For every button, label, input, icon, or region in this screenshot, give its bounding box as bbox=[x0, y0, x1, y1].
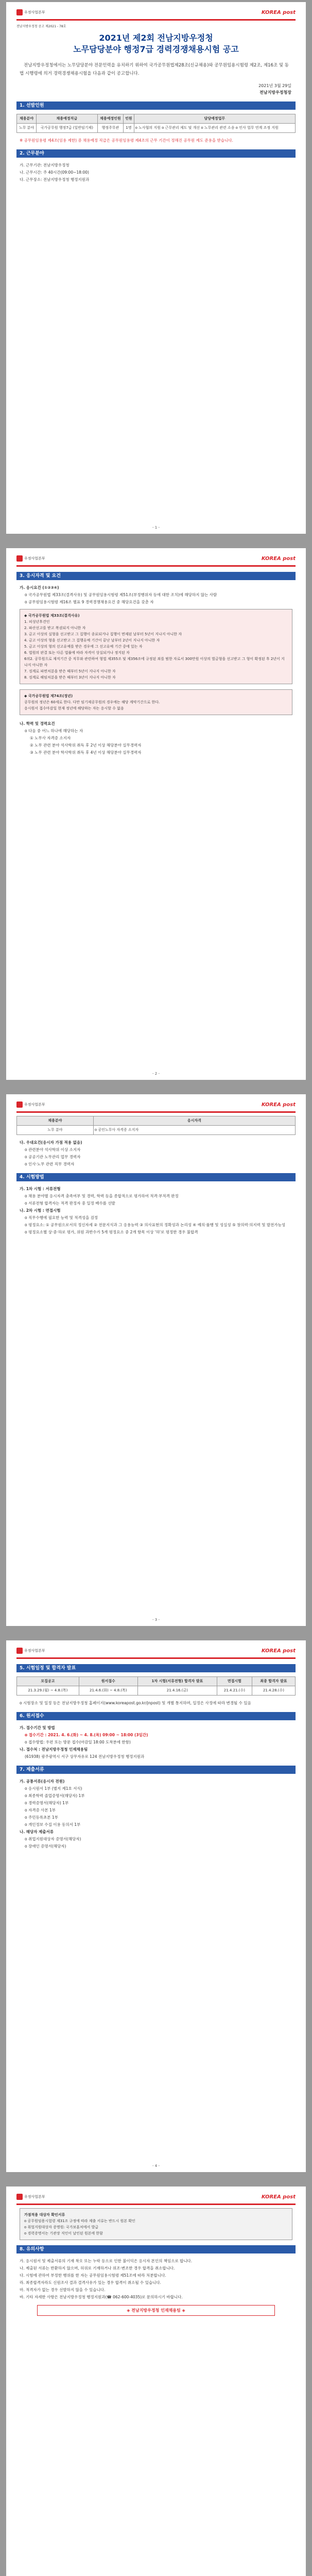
table-row: 21.3.29.(월) ~ 4.8.(목) 21.4.6.(화) ~ 4.8.(목) 21.4.16.(금) 21.4.21.(수) 21.4.28.(수) bbox=[17, 1686, 296, 1696]
page-header bbox=[16, 7, 296, 18]
header-rule bbox=[16, 19, 296, 21]
page-number: - 3 - bbox=[152, 1618, 160, 1622]
notice-number: 전남지방우정청 공고 제2021 - 78호 bbox=[16, 25, 66, 28]
list-item: o 공무원임용시험령 제16조 별표 9 경력경쟁채용요건 중 해당요건을 갖춘 자 bbox=[25, 600, 154, 604]
section-heading: 2. 근무분야 bbox=[16, 149, 296, 158]
list-item: 가. 근무기관: 전남지방우정청 bbox=[20, 163, 70, 167]
post-logo-icon bbox=[16, 1101, 23, 1108]
post-logo-icon bbox=[16, 555, 23, 562]
section-heading: 4. 시험방법 bbox=[16, 1173, 296, 1181]
table-schedule: 모집공고 원서접수 1차 시험(서류전형) 합격자 발표 면접시험 최종 합격자 발표 21.3.29.(월) ~ 4.8.(목) 21.4.6.(화) ~ 4.8.(목) 21.4.16.(금) 21.4.21.(수) 21.4.28.(수) bbox=[16, 1676, 296, 1696]
section-heading: 8. 유의사항 bbox=[16, 2245, 296, 2253]
intro-text: 전남지방우정청에서는 노무담당분야 전문인력을 유치하기 위하여 국가공무원법제28조(신규채용)와 공무원임용시험령 제2조, 제16조 및 동법 시행령에 의거 경력경쟁채용시험을 다음과 같이 공고합니다. bbox=[20, 63, 289, 76]
table-row: 노무 분야 국가공무원 행정7급 (일반임기제) 행정주무관 1명 o 노사협의 지원 o 근무관리 제도 및 개선 o 노무관리 관련 소송 o 인사 업무 연계 조정 지원 bbox=[17, 124, 296, 133]
page-2: 우정사업본부 KOREA post 3. 응시자격 및 요건 가. 응시요건 (①②③④) o 국가공무원법 제33조(결격사유) 및 공무원임용시험령 제51조(부정행위자 등에 대한 조치)에 해당하지 않는 사람 o 공무원임용시험령 제16조 별표 9 경력경쟁채용요건 중 해당요건을 갖춘 자 ◆ 국가공무원법 제33조(결격사유) 1. 피성년후견인 2. 파산선고를 받고 복권되지 아니한 자 3. 금고 이상의 실형을 선고받고 그 집행이 종료되거나 집행이 면제된 날부터 5년이 지나지 아니한 자 4. 금고 이상의 형을 선고받고 그 집행유예 기간이 끝난 날부터 2년이 지나지 아니한 자 5. 금고 이상의 형의 선고유예를 받은 경우에 그 선고유예 기간 중에 있는 자 6. 법원의 판결 또는 다른 법률에 따라 자격이 상실되거나 정지된 자 6의2. 공무원으로 재직기간 중 직무와 관련하여 형법 제355조 및 제356조에 규정된 죄를 범한 자로서 300만원 이상의 벌금형을 선고받고 그 형이 확정된 후 2년이 지나지 아니한 자 7. 징계로 파면처분을 받은 때부터 5년이 지나지 아니한 자 8. 징계로 해임처분을 받은 때부터 3년이 지나지 아니한 자 ◆ 국가공무원법 제74조(정년) 공무원의 정년은 60세로 한다. 다만 임기제공무원의 경우에는 해당 계약기간으로 한다. 응시원서 접수마감일 현재 정년에 해당하는 자는 응시할 수 없음 나. 학력 및 경력요건 o 다음 중 어느 하나에 해당하는 자 ① 노무사 자격증 소지자 ② 노무 관련 분야 석사학위 취득 후 2년 이상 해당분야 실무경력자 ③ 노무 관련 분야 학사학위 취득 후 4년 이상 해당분야 실무경력자 - 2 - bbox=[6, 548, 306, 1080]
section-heading: 6. 원서접수 bbox=[16, 1712, 296, 1720]
page-header: 우정사업본부 KOREA post bbox=[16, 1646, 296, 1656]
info-box: 가점적용 대상자 확인서류 o 공무원임용시험령 제31조 규정에 따라 제출 서류는 반드시 원본 확인 o 취업지원대상자 증명원: 국가보훈처에서 발급 o 경력증명서는 기관장 직인이 날인된 원본에 한함 bbox=[20, 2208, 292, 2240]
post-logo-icon bbox=[16, 9, 23, 15]
info-box: ◆ 국가공무원법 제33조(결격사유) 1. 피성년후견인 2. 파산선고를 받고 복권되지 아니한 자 3. 금고 이상의 실형을 선고받고 그 집행이 종료되거나 집행이 면제된 날부터 5년이 지나지 아니한 자 4. 금고 이상의 형을 선고받고 그 집행유예 기간이 끝난 날부터 2년이 지나지 아니한 자 5. 금고 이상의 형의 선고유예를 받은 경우에 그 선고유예 기간 중에 있는 자 6. 법원의 판결 또는 다른 법률에 따라 자격이 상실되거나 정지된 자 6의2. 공무원으로 재직기간 중 직무와 관련하여 형법 제355조 및 제356조에 규정된 죄를 범한 자로서 300만원 이상의 벌금형을 선고받고 그 형이 확정된 후 2년이 지나지 아니한 자 7. 징계로 파면처분을 받은 때부터 5년이 지나지 아니한 자 8. 징계로 해임처분을 받은 때부터 3년이 지나지 아니한 자 bbox=[20, 609, 292, 684]
signer: 전남지방우정청장 bbox=[259, 90, 291, 95]
list-item: o 국가공무원법 제33조(결격사유) 및 공무원임용시험령 제51조(부정행위자 등에 대한 조치)에 해당하지 않는 사람 bbox=[25, 592, 217, 597]
brand-logo: KOREA post bbox=[261, 9, 296, 15]
page-title: 2021년 제2회 전남지방우정청 노무담당분야 행정7급 경력경쟁채용시험 공고 bbox=[73, 33, 239, 54]
page-1 bbox=[6, 2, 306, 534]
page-header: 우정사업본부 KOREA post bbox=[16, 553, 296, 564]
list-item: 나. 근무시간: 주 40시간(09:00~18:00) bbox=[20, 170, 89, 175]
list-item: 다. 근무장소: 전남지방우정청 행정지원과 bbox=[20, 177, 90, 182]
table-qualification: 채용분야 응시자격 노무 분야 o 공인노무사 자격증 소지자 bbox=[16, 1116, 296, 1135]
note-text: ※ 공무원임용령 제4조(임용 제한) 중 채용예정 직급은 공무원임용령 제4조의 근무 기간이 정해진 공무원 제도 준용을 받습니다. bbox=[20, 138, 233, 143]
section-heading: 7. 제출서류 bbox=[16, 1766, 296, 1774]
page-number: - 1 - bbox=[152, 526, 160, 530]
post-logo-icon bbox=[16, 2194, 23, 2200]
table-row: 노무 분야 o 공인노무사 자격증 소지자 bbox=[17, 1126, 296, 1135]
info-box: ◆ 국가공무원법 제74조(정년) 공무원의 정년은 60세로 한다. 다만 임기제공무원의 경우에는 해당 계약기간으로 한다. 응시원서 접수마감일 현재 정년에 해당하는 자는 응시할 수 없음 bbox=[20, 689, 292, 715]
section-heading: 5. 시험일정 및 합격자 발표 bbox=[16, 1664, 296, 1672]
page-5: 우정사업본부 KOREA post 가점적용 대상자 확인서류 o 공무원임용시험령 제31조 규정에 따라 제출 서류는 반드시 원본 확인 o 취업지원대상자 증명원: 국가보훈처에서 발급 o 경력증명서는 기관장 직인이 날인된 원본에 한함 8. 유의사항 가. 응시원서 및 제출서류의 기재 착오 또는 누락 등으로 인한 불이익은 응시자 본인의 책임으로 합니다. 나. 제출된 서류는 반환하지 않으며, 허위로 기재하거나 위조·변조한 경우 합격을 취소합니다. 다. 시험에 관하여 부정한 행위를 한 자는 공무원임용시험령 제51조에 따라 처분합니다. 라. 최종합격자라도 신원조사 결과 결격사유가 있는 경우 합격이 취소될 수 있습니다. 마. 적격자가 없는 경우 선발하지 않을 수 있습니다. 바. 기타 자세한 사항은 전남지방우정청 행정지원과(☎ 062-600-4035)로 문의하시기 바랍니다. ◈ 전남지방우정청 인재채용팀 ◈ bbox=[6, 2187, 306, 2576]
notice-date: 2021년 3월 29일 bbox=[258, 83, 291, 88]
page-3: 우정사업본부 KOREA post 채용분야 응시자격 노무 분야 o 공인노무사 자격증 소지자 다. 우대요건(응시자 가점 적용 없음) o 관련분야 석사학위 이상 소지자 o 공공기관 노무관리 업무 경력자 o 인사·노무 관련 직무 경력자 4. 시험방법 가. 1차 시험 : 서류전형 o 채용 분야별 응시자격 충족여부 및 경력, 학력 등을 종합적으로 평가하여 적격·부적격 판정 o 서류전형 합격자는 적격 판정자 중 일정 배수를 선발 나. 2차 시험 : 면접시험 o 직무수행에 필요한 능력 및 적격성을 검정 o 평정요소: ① 공무원으로서의 정신자세 ② 전문지식과 그 응용능력 ③ 의사표현의 정확성과 논리성 ④ 예의·품행 및 성실성 ⑤ 창의력·의지력 및 발전가능성 o 평정요소별 상·중·하로 평가, 위원 과반수가 5개 평정요소 중 2개 항목 이상 '하'로 평정한 경우 불합격 - 3 - bbox=[6, 1094, 306, 1626]
list-item: 가. 응시요건 (①②③④) bbox=[20, 585, 59, 590]
section-heading: 3. 응시자격 및 요건 bbox=[16, 572, 296, 580]
post-logo-icon bbox=[16, 1648, 23, 1654]
section-heading: 1. 선발인원 bbox=[16, 101, 296, 110]
org-name: 우정사업본부 bbox=[24, 10, 45, 14]
closing-banner: ◈ 전남지방우정청 인재채용팀 ◈ bbox=[37, 2305, 275, 2316]
page-number: - 2 - bbox=[152, 1072, 160, 1076]
page-header: 우정사업본부 KOREA post bbox=[16, 1099, 296, 1110]
table-selection: 채용분야 채용예정직급 채용예정인원 인원 담당예정업무 노무 분야 국가공무원 행정7급 (일반임기제) 행정주무관 1명 o 노사협의 지원 o 근무관리 제도 및 개선 o 노무관리 관련 소송 o 인사 업무 연계 조정 지원 bbox=[16, 114, 296, 133]
page-header: 우정사업본부 KOREA post bbox=[16, 2192, 296, 2202]
page-4: 우정사업본부 KOREA post 5. 시험일정 및 합격자 발표 모집공고 원서접수 1차 시험(서류전형) 합격자 발표 면접시험 최종 합격자 발표 21.3.29.(월) ~ 4.8.(목) 21.4.6.(화) ~ 4.8.(목) 21.4.16.(금) 21.4.21.(수) 21.4.28.(수) o 시험장소 및 일정 등은 전남지방우정청 홈페이지(www.koreapost.go.kr/jnpost) 및 개별 통지하며, 일정은 사정에 따라 변경될 수 있음 6. 원서접수 가. 접수기간 및 방법 o 접수기간 : 2021. 4. 6.(화) ~ 4. 8.(목) 09:00 ~ 18:00 (3일간) o 접수방법: 우편 또는 방문 접수(마감일 18:00 도착분에 한함) 나. 접수처 : 전남지방우정청 인재채용팀 (61938) 광주광역시 서구 상무자유로 124 전남지방우정청 행정지원과 7. 제출서류 가. 공통서류(응시자 전원) o 응시원서 1부 (별지 제1호 서식) o 최종학력 졸업증명서(해당자) 1부 o 경력증명서(해당자) 1부 o 자격증 사본 1부 o 주민등록초본 1부 o 개인정보 수집 이용 동의서 1부 나. 해당자 제출서류 o 취업지원대상자 증명서(해당자) o 장애인 증명서(해당자) - 4 - bbox=[6, 1640, 306, 2172]
page-number: - 4 - bbox=[152, 2164, 160, 2168]
